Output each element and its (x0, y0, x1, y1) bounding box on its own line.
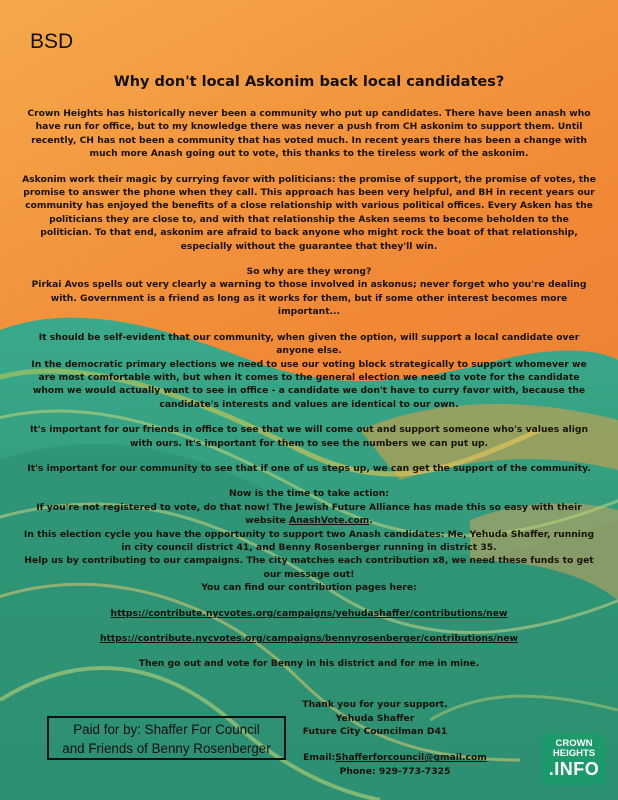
contact-block (300, 751, 490, 778)
paragraph-pirkai-avos: Pirkai Avos spells out very clearly a warning to those involved in askonus; never forget who you're dealing with. Government is a friend as long as it works for them, but if some other interest becomes more important... (31, 279, 587, 318)
paid-for-line2: and Friends of Benny Rosenberger (62, 741, 271, 756)
paragraph-community-support: It's important for our community to see that if one of us steps up, we can get the support of the community. (27, 462, 591, 474)
paid-for-box (47, 716, 286, 760)
paragraph-askonim: Askonim work their magic by currying favor with politicians: the promise of support, the promise of votes, the promise to answer the phone when they call. This approach has been very helpful, and BH in recent years our community has enjoyed the benefits of a close relationship with various political offices. Every Asken has the politicians they are close to, and with that relationship the Asken seems to become beholden to the politician. To that end, askonim are afraid to back anyone who might rock the boat of that relationship, especially without the guarantee that they'll win. (22, 173, 596, 252)
bsd-mark: BSD (30, 30, 74, 53)
logo-line1: CROWN (555, 738, 593, 749)
paragraph-go-vote: Then go out and vote for Benny in his district and for me in mine. (138, 658, 480, 670)
paragraph-contribute: Help us by contributing to our campaigns. The city matches each contribution x8, we need these funds to get our message out! (24, 555, 594, 580)
signature-role: Future City Councilman D41 (302, 726, 448, 738)
paragraph-primary-elections: In the democratic primary elections we need to use our voting block strategically to support whomever we are most comfortable with, but when it comes to the general election we need to vote for the candidate whom we would actually want to see in office - a candidate we don't have to curry favor with, because the candidate's interests and values are identical to our own. (31, 358, 587, 410)
signature-block (290, 698, 460, 739)
flyer-title: Why don't local Askonim back local candidates? (113, 74, 505, 90)
paragraph-question: So why are they wrong? (246, 266, 372, 278)
crown-heights-info-logo (542, 733, 606, 785)
register-text: If you're not registered to vote, do that now! The Jewish Future Alliance has made this so easy with their website (36, 501, 582, 527)
contribution-link-shaffer[interactable]: https://contribute.nycvotes.org/campaigns/yehudashaffer/contributions/new (110, 607, 508, 619)
paragraph-candidates: In this election cycle you have the opportunity to support two Anash candidates: Me, Yehuda Shaffer, running in city council district 41, and Benny Rosenberger running in district 35. (23, 528, 595, 553)
paid-for-line1: Paid for by: Shaffer For Council (73, 722, 260, 737)
contact-email-line (300, 751, 490, 765)
paragraph-register (22, 501, 596, 528)
signature-thanks: Thank you for your support. (302, 699, 448, 710)
email-link[interactable]: Shafferforcouncil@gmail.com (335, 752, 487, 763)
paragraph-contribution-pages: You can find our contribution pages here: (201, 582, 417, 594)
paragraph-history: Crown Heights has historically never been a community who put up candidates. There have been anash who have run for office, but to my knowledge there was never a push from CH askonim to support them. Until recently, CH has not been a community that has voted much. In recent years there has been a change with much more Anash going out to vote, this thanks to the tireless work of the askonim. (27, 108, 591, 160)
register-end: . (369, 515, 373, 527)
anashvote-link[interactable]: AnashVote.com (289, 515, 370, 527)
email-label: Email: (303, 752, 336, 763)
paragraph-take-action: Now is the time to take action: (229, 488, 389, 500)
logo-line3: .INFO (548, 759, 600, 779)
contribution-link-rosenberger[interactable]: https://contribute.nycvotes.org/campaigns/bennyrosenberger/contributions/new (99, 633, 519, 644)
flyer-body (22, 107, 596, 671)
paragraph-friends-in-office: It's important for our friends in office to see that we will come out and support someone who's values align with ours. It's important for them to see the numbers we can put up. (30, 424, 588, 449)
signature-name: Yehuda Shaffer (335, 712, 415, 724)
paragraph-self-evident: It should be self-evident that our community, when given the option, will support a local candidate over anyone else. (38, 331, 580, 357)
contact-phone: Phone: 929-773-7325 (339, 765, 451, 777)
logo-line2: HEIGHTS (552, 748, 596, 759)
